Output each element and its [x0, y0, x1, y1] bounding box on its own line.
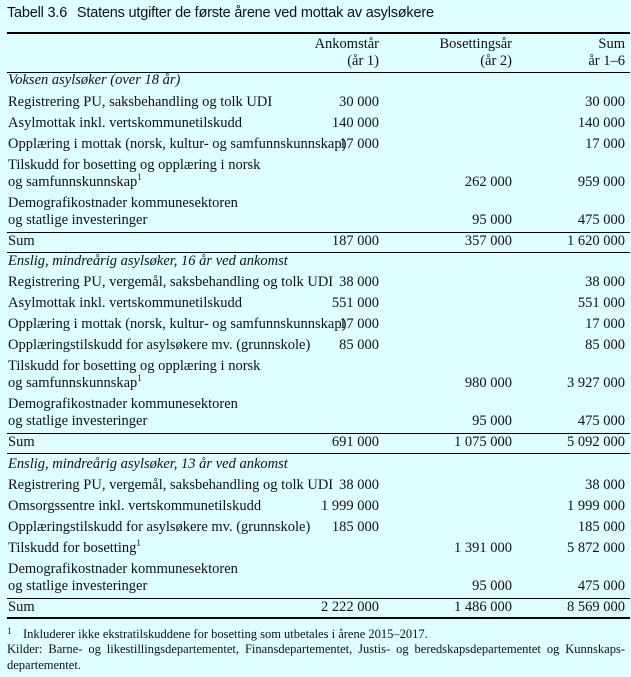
cell-c2: 262 000: [464, 174, 512, 190]
cell-c3: 38 000: [585, 274, 625, 290]
col-header-bosettingsar-sub: (år 2): [480, 53, 512, 69]
cell-c3: 85 000: [585, 337, 625, 353]
row-label: Registrering PU, vergemål, saksbehandling og tolk UDI: [8, 274, 334, 290]
sum-label: Sum: [8, 233, 35, 249]
cell-c1: 38 000: [339, 477, 379, 493]
cell-c1: 17 000: [339, 316, 379, 332]
footnote-marker: 1: [137, 172, 142, 182]
row-label: Registrering PU, vergemål, saksbehandling og tolk UDI: [8, 477, 334, 493]
row-label-line2: og samfunnskunnskap$^1$: [8, 172, 142, 190]
cell-c1: 38 000: [339, 274, 379, 290]
sum-rule: [7, 598, 630, 599]
cell-c3: 17 000: [585, 316, 625, 332]
row-label: Opplæringstilskudd for asylsøkere mv. (grunnskole): [8, 337, 311, 353]
col-header-sum: Sum: [598, 36, 625, 52]
cell-c3: 30 000: [585, 94, 625, 110]
section-heading: Voksen asylsøker (over 18 år): [8, 72, 181, 88]
cell-c3: 475 000: [577, 413, 625, 429]
row-label: Registrering PU, saksbehandling og tolk UDI: [8, 94, 273, 110]
row-label: Opplæring i mottak (norsk, kultur- og samfunnskunnskap): [8, 136, 347, 152]
footnote-number: 1: [7, 626, 12, 636]
col-header-sum-sub: år 1–6: [588, 53, 625, 69]
cell-c1: 140 000: [331, 115, 379, 131]
cell-c2: 95 000: [472, 212, 512, 228]
cell-c2: 95 000: [472, 578, 512, 594]
cell-c1: 30 000: [339, 94, 379, 110]
sum-c1: 2 222 000: [321, 599, 379, 615]
footnote-text: Inkluderer ikke ekstratilskuddene for bosetting som utbetales i årene 2015–2017.: [23, 627, 428, 641]
cell-c1: 185 000: [331, 519, 379, 535]
row-label: Demografikostnader kommunesektoren: [8, 195, 238, 211]
sum-c2: 357 000: [464, 233, 512, 249]
col-header-bosettingsar: Bosettingsår: [439, 36, 512, 52]
row-label: Tilskudd for bosetting$^1$: [8, 538, 141, 556]
cell-c3: 475 000: [577, 578, 625, 594]
sum-c2: 1 486 000: [454, 599, 512, 615]
cell-c3: 38 000: [585, 477, 625, 493]
cell-c1: 551 000: [331, 295, 379, 311]
row-label: Asylmottak inkl. vertskommunetilskudd: [8, 295, 243, 311]
sum-rule: [7, 433, 630, 434]
row-label: Tilskudd for bosetting og opplæring i norsk: [8, 157, 261, 173]
sum-c1: 187 000: [331, 233, 379, 249]
section-heading: Enslig, mindreårig asylsøker, 13 år ved ankomst: [8, 456, 288, 472]
cell-c3: 959 000: [577, 174, 625, 190]
cell-c3: 140 000: [577, 115, 625, 131]
row-label-line2: og statlige investeringer: [8, 413, 148, 429]
cell-c2: 980 000: [464, 375, 512, 391]
row-label: Opplæring i mottak (norsk, kultur- og samfunnskunnskap): [8, 316, 347, 332]
sum-c3: 1 620 000: [567, 233, 625, 249]
cell-c3: 185 000: [577, 519, 625, 535]
cell-c3: 475 000: [577, 212, 625, 228]
cell-c2: 1 391 000: [454, 540, 512, 556]
footnote-marker: 1: [137, 373, 142, 383]
sum-c1: 691 000: [331, 434, 379, 450]
bottom-rule: [7, 617, 630, 619]
cell-c1: 85 000: [339, 337, 379, 353]
cell-c3: 3 927 000: [567, 375, 625, 391]
row-label: Asylmottak inkl. vertskommunetilskudd: [8, 115, 243, 131]
table-title: Statens utgifter de første årene ved mottak av asylsøkere: [76, 5, 434, 21]
cell-c2: 95 000: [472, 413, 512, 429]
row-label: Tilskudd for bosetting og opplæring i norsk: [8, 358, 261, 374]
footnote-marker: 1: [136, 538, 141, 548]
sum-c3: 8 569 000: [567, 599, 625, 615]
cell-c3: 17 000: [585, 136, 625, 152]
sources-note: Kilder: Barne- og likestillingsdepartementet, Finansdepartementet, Justis- og beredskapsdepartementet og Kunnskaps-departementet.: [7, 642, 625, 672]
cell-c1: 17 000: [339, 136, 379, 152]
table-number: Tabell 3.6: [7, 5, 68, 21]
row-label-line2: og samfunnskunnskap$^1$: [8, 373, 142, 391]
footnote: [7, 624, 428, 642]
cell-c1: 1 999 000: [321, 498, 379, 514]
row-label: Demografikostnader kommunesektoren: [8, 396, 238, 412]
cell-c3: 551 000: [577, 295, 625, 311]
sum-label: Sum: [8, 434, 35, 450]
section-heading: Enslig, mindreårig asylsøker, 16 år ved ankomst: [8, 253, 288, 269]
row-label: Opplæringstilskudd for asylsøkere mv. (grunnskole): [8, 519, 311, 535]
table-caption: [7, 5, 434, 21]
sum-label: Sum: [8, 599, 35, 615]
top-rule: [7, 32, 630, 34]
row-label: Omsorgssentre inkl. vertskommunetilskudd: [8, 498, 262, 514]
section-rule: [7, 453, 630, 454]
sum-rule: [7, 232, 630, 233]
sum-c2: 1 075 000: [454, 434, 512, 450]
sum-c3: 5 092 000: [567, 434, 625, 450]
col-header-ankomstar-sub: (år 1): [347, 53, 379, 69]
row-label-line2: og statlige investeringer: [8, 212, 148, 228]
cell-c3: 1 999 000: [567, 498, 625, 514]
row-label: Demografikostnader kommunesektoren: [8, 561, 238, 577]
row-label-line2: og statlige investeringer: [8, 578, 148, 594]
col-header-ankomstar: Ankomstår: [314, 36, 379, 52]
cell-c3: 5 872 000: [567, 540, 625, 556]
